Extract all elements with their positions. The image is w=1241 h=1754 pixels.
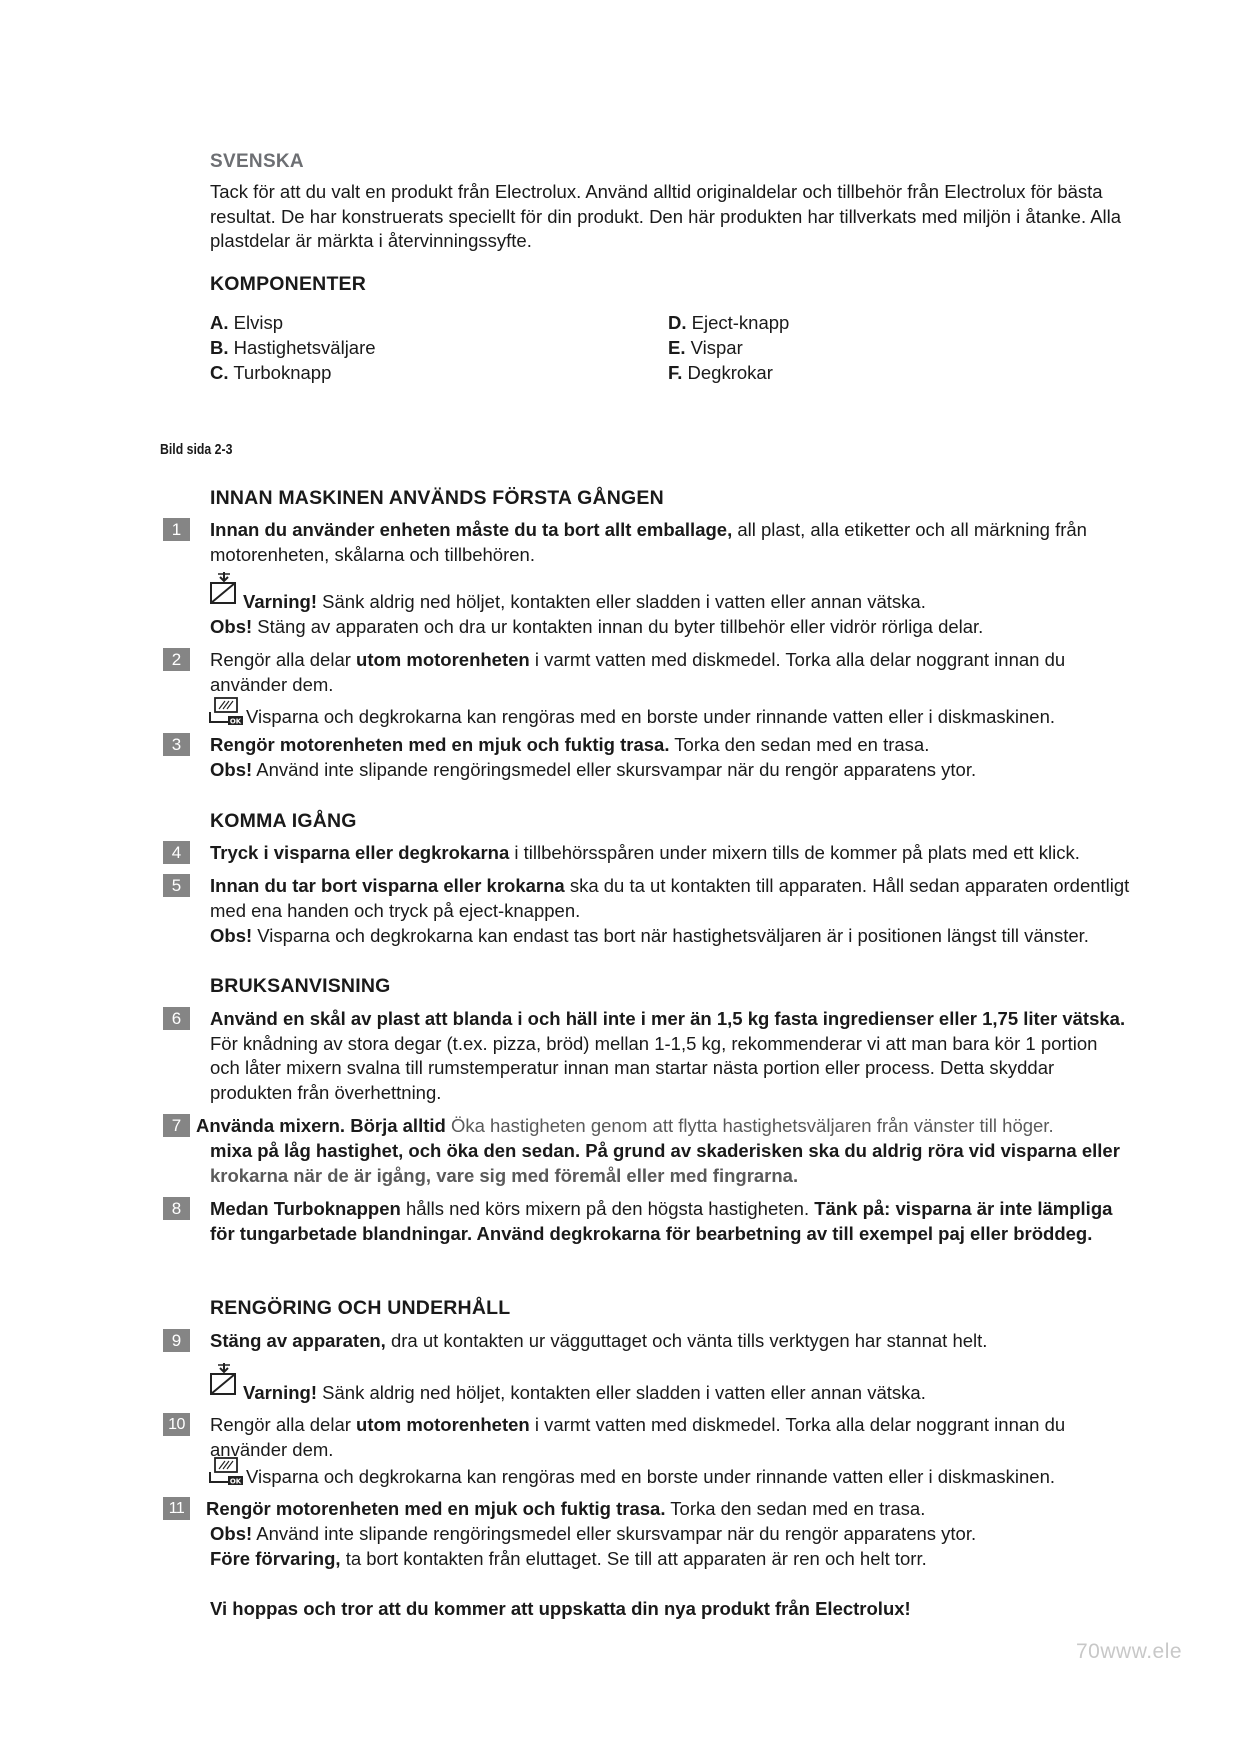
svg-text:OK: OK [229, 717, 242, 726]
step-11-text: Rengör motorenheten med en mjuk och fuktig trasa. Torka den sedan med en trasa. [206, 1498, 926, 1519]
components-list-left [210, 310, 376, 385]
section-heading-usage: BRUKSANVISNING [210, 975, 391, 997]
step-number-6: 6 [163, 1007, 190, 1030]
intro-paragraph: Tack för att du valt en produkt från Electrolux. Använd alltid originaldelar och tillbehör från Electrolux för bästa resultat. De har konstruerats speciellt för din produkt. Den här produkten har tillverkats med miljön i åtanke. Alla plastdelar är märkta i återvinningssyfte. [210, 181, 1122, 251]
note-1-text: Obs! Stäng av apparaten och dra ur kontakten innan du byter tillbehör eller vidrör rörliga delar. [210, 616, 984, 637]
step-10-text: Rengör alla delar utom motorenheten i varmt vatten med diskmedel. Torka alla delar noggrant innan du använder dem. [210, 1414, 1066, 1460]
storage-text: Före förvaring, ta bort kontakten från eluttaget. Se till att apparaten är ren och helt torr. [210, 1548, 927, 1569]
language-heading: SVENSKA [210, 151, 304, 172]
step-number-11: 11 [163, 1497, 190, 1520]
step-number-10: 10 [163, 1413, 190, 1436]
dishwasher-safe-icon [208, 696, 244, 726]
component-item: D. Eject-knapp [668, 312, 790, 333]
step-2-text: Rengör alla delar utom motorenheten i varmt vatten med diskmedel. Torka alla delar noggrant innan du använder dem. [210, 649, 1066, 695]
step-number-8: 8 [163, 1197, 190, 1220]
component-item: C. Turboknapp [210, 362, 332, 383]
step-1-text: Innan du använder enheten måste du ta bort allt emballage, all plast, alla etiketter och all märkning från motorenheten, skålarna och tillbehören. [210, 519, 1087, 565]
warning-2-text: Varning! Sänk aldrig ned höljet, kontakten eller sladden i vatten eller annan vätska. [243, 1382, 926, 1403]
closing-text: Vi hoppas och tror att du kommer att uppskatta din nya produkt från Electrolux! [210, 1598, 911, 1619]
step-number-7: 7 [163, 1114, 190, 1137]
step-8-text: Medan Turboknappen hålls ned körs mixern på den högsta hastigheten. Tänk på: visparna är inte lämpliga för tungarbetade blandningar. Använd degkrokarna för bearbetning av till exempel paj eller bröddeg. [210, 1198, 1113, 1244]
section-heading-getting-started: KOMMA IGÅNG [210, 810, 357, 832]
component-item: F. Degkrokar [668, 362, 773, 383]
step-number-3: 3 [163, 733, 190, 756]
components-list-right [668, 310, 789, 385]
note-3-text: Obs! Använd inte slipande rengöringsmedel eller skursvampar när du rengör apparatens ytor. [210, 759, 977, 780]
figure-reference: Bild sida 2-3 [160, 441, 233, 458]
step-3-text: Rengör motorenheten med en mjuk och fuktig trasa. Torka den sedan med en trasa. [210, 734, 930, 755]
step-7-line-3: krokarna när de är igång, vare sig med föremål eller med fingrarna. [210, 1165, 799, 1186]
dishwasher-safe-icon [208, 1456, 244, 1486]
note-11-text: Obs! Använd inte slipande rengöringsmedel eller skursvampar när du rengör apparatens ytor. [210, 1523, 977, 1544]
section-heading-cleaning: RENGÖRING OCH UNDERHÅLL [210, 1297, 511, 1319]
step-7-line-2: mixa på låg hastighet, och öka den sedan. På grund av skaderisken ska du aldrig röra vid visparna eller [210, 1140, 1120, 1161]
footer-url: 70www.ele [1076, 1640, 1183, 1663]
step-number-4: 4 [163, 841, 190, 864]
step-9-text: Stäng av apparaten, dra ut kontakten ur vägguttaget och vänta tills verktygen har stannat helt. [210, 1330, 988, 1351]
step-number-2: 2 [163, 648, 190, 671]
component-item: B. Hastighetsväljare [210, 337, 376, 358]
component-item: A. Elvisp [210, 312, 283, 333]
no-immerse-warning-icon [208, 571, 240, 605]
step-number-5: 5 [163, 874, 190, 897]
step-number-1: 1 [163, 518, 190, 541]
step-7-line-1: Använda mixern. Börja alltid Öka hastigheten genom att flytta hastighetsväljaren från vänster till höger. [196, 1115, 1054, 1136]
component-item: E. Vispar [668, 337, 743, 358]
step-4-text: Tryck i visparna eller degkrokarna i tillbehörsspåren under mixern tills de kommer på plats med ett klick. [210, 842, 1080, 863]
svg-text:OK: OK [229, 1477, 242, 1486]
note-5-text: Obs! Visparna och degkrokarna kan endast tas bort när hastighetsväljaren är i positionen längst till vänster. [210, 925, 1089, 946]
dishwasher-2-text: Visparna och degkrokarna kan rengöras med en borste under rinnande vatten eller i diskmaskinen. [246, 1466, 1055, 1487]
step-number-9: 9 [163, 1329, 190, 1352]
step-6-text: Använd en skål av plast att blanda i och häll inte i mer än 1,5 kg fasta ingredienser eller 1,75 liter vätska. För knådning av stora degar (t.ex. pizza, bröd) mellan 1-1,5 kg, rekommenderar vi att man bara kör 1 portion och låter mixern svalna till rumstemperatur innan man startar nästa portion eller process. Detta skyddar produkten från överhettning. [210, 1008, 1126, 1103]
no-immerse-warning-icon [208, 1362, 240, 1396]
components-heading: KOMPONENTER [210, 273, 367, 295]
dishwasher-1-text: Visparna och degkrokarna kan rengöras med en borste under rinnande vatten eller i diskmaskinen. [246, 706, 1055, 727]
section-heading-first-use: INNAN MASKINEN ANVÄNDS FÖRSTA GÅNGEN [210, 487, 664, 509]
step-5-text: Innan du tar bort visparna eller krokarna ska du ta ut kontakten till apparaten. Håll sedan apparaten ordentligt med ena handen och tryck på eject-knappen. [210, 875, 1130, 921]
warning-1-text: Varning! Sänk aldrig ned höljet, kontakten eller sladden i vatten eller annan vätska. [243, 591, 926, 612]
